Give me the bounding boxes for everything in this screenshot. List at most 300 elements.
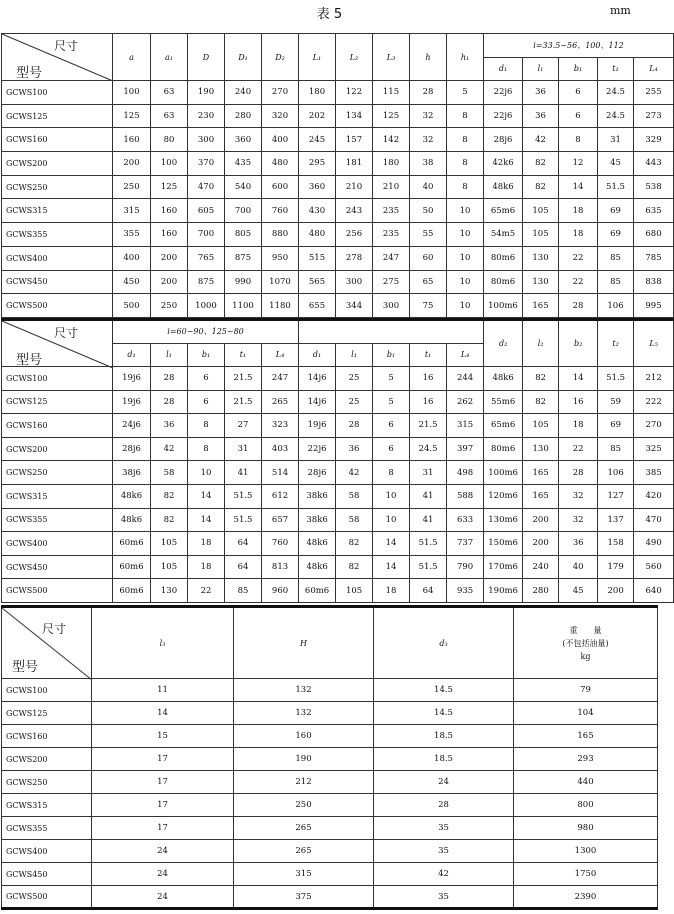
value-cell: 680 xyxy=(634,223,674,247)
value-cell: 14j6 xyxy=(299,390,336,414)
value-cell: 180 xyxy=(299,81,336,105)
value-cell: 6 xyxy=(188,390,225,414)
model-cell: GCWS100 xyxy=(2,679,92,702)
value-cell: 765 xyxy=(188,246,225,270)
value-cell: 24.5 xyxy=(598,104,634,128)
value-cell: 875 xyxy=(225,246,262,270)
corner-model-label: 型号 xyxy=(16,66,43,81)
value-cell: 400 xyxy=(113,246,151,270)
value-cell: 64 xyxy=(410,579,447,603)
value-cell: 100m6 xyxy=(484,461,523,485)
value-cell: 24.5 xyxy=(598,81,634,105)
value-cell: 490 xyxy=(634,532,674,556)
value-cell: 106 xyxy=(598,294,634,318)
model-cell: GCWS400 xyxy=(2,532,113,556)
value-cell: 800 xyxy=(514,794,658,817)
value-cell: 104 xyxy=(514,702,658,725)
col-header: D₁ xyxy=(225,34,262,81)
corner-size-label: 尺寸 xyxy=(42,622,67,636)
value-cell: 63 xyxy=(151,104,188,128)
value-cell: 100 xyxy=(151,152,188,176)
value-cell: 28 xyxy=(151,367,188,391)
value-cell: 27 xyxy=(225,414,262,438)
value-cell: 600 xyxy=(262,175,299,199)
table-row xyxy=(2,863,658,886)
value-cell: 16 xyxy=(410,367,447,391)
value-cell: 14 xyxy=(188,508,225,532)
value-cell: 200 xyxy=(151,270,188,294)
value-cell: 17 xyxy=(92,748,234,771)
value-cell: 48k6 xyxy=(113,484,151,508)
model-cell: GCWS400 xyxy=(2,246,113,270)
value-cell: 82 xyxy=(151,484,188,508)
value-cell: 170m6 xyxy=(484,555,523,579)
value-cell: 158 xyxy=(598,532,634,556)
model-cell: GCWS355 xyxy=(2,223,113,247)
value-cell: 10 xyxy=(447,246,484,270)
value-cell: 179 xyxy=(598,555,634,579)
value-cell: 280 xyxy=(225,104,262,128)
sub-col-header: L₄ xyxy=(634,57,674,81)
col-header: d₃ xyxy=(374,607,514,679)
value-cell: 278 xyxy=(336,246,373,270)
value-cell: 85 xyxy=(225,579,262,603)
value-cell: 222 xyxy=(634,390,674,414)
model-cell: GCWS500 xyxy=(2,294,113,318)
value-cell: 28 xyxy=(374,794,514,817)
value-cell: 450 xyxy=(113,270,151,294)
value-cell: 210 xyxy=(336,175,373,199)
value-cell: 38k6 xyxy=(299,508,336,532)
value-cell: 85 xyxy=(598,437,634,461)
value-cell: 200 xyxy=(113,152,151,176)
sub-col-header: t₁ xyxy=(410,343,447,367)
value-cell: 105 xyxy=(523,199,559,223)
sub-col-header: l₁ xyxy=(151,343,188,367)
value-cell: 250 xyxy=(113,175,151,199)
value-cell: 157 xyxy=(336,128,373,152)
value-cell: 14.5 xyxy=(374,702,514,725)
value-cell: 14 xyxy=(92,702,234,725)
value-cell: 69 xyxy=(598,223,634,247)
value-cell: 80m6 xyxy=(484,246,523,270)
col-header: L₁ xyxy=(299,34,336,81)
value-cell: 18 xyxy=(559,414,598,438)
table-row xyxy=(2,199,674,223)
value-cell: 960 xyxy=(262,579,299,603)
value-cell: 300 xyxy=(336,270,373,294)
value-cell: 42 xyxy=(151,437,188,461)
weight-header xyxy=(514,607,658,679)
value-cell: 315 xyxy=(447,414,484,438)
corner-model-label: 型号 xyxy=(12,660,39,675)
value-cell: 514 xyxy=(262,461,299,485)
value-cell: 48k6 xyxy=(299,555,336,579)
value-cell: 16 xyxy=(559,390,598,414)
value-cell: 265 xyxy=(234,817,374,840)
value-cell: 38j6 xyxy=(113,461,151,485)
value-cell: 137 xyxy=(598,508,634,532)
value-cell: 935 xyxy=(447,579,484,603)
model-cell: GCWS100 xyxy=(2,81,113,105)
value-cell: 10 xyxy=(373,484,410,508)
value-cell: 14.5 xyxy=(374,679,514,702)
model-cell: GCWS200 xyxy=(2,152,113,176)
value-cell: 36 xyxy=(559,532,598,556)
weight-header-title: 重 量 xyxy=(569,625,602,635)
corner-header xyxy=(2,34,113,81)
model-cell: GCWS125 xyxy=(2,104,113,128)
value-cell: 6 xyxy=(373,437,410,461)
value-cell: 105 xyxy=(151,532,188,556)
value-cell: 25 xyxy=(336,390,373,414)
sub-col-header: t₁ xyxy=(225,343,262,367)
value-cell: 273 xyxy=(634,104,674,128)
value-cell: 17 xyxy=(92,771,234,794)
model-cell: GCWS500 xyxy=(2,886,92,909)
value-cell: 165 xyxy=(523,461,559,485)
value-cell: 875 xyxy=(188,270,225,294)
value-cell: 397 xyxy=(447,437,484,461)
value-cell: 480 xyxy=(299,223,336,247)
value-cell: 700 xyxy=(188,223,225,247)
sub-col-header: L₄ xyxy=(447,343,484,367)
table-row xyxy=(2,748,658,771)
value-cell: 14 xyxy=(559,175,598,199)
model-cell: GCWS250 xyxy=(2,175,113,199)
value-cell: 125 xyxy=(151,175,188,199)
value-cell: 32 xyxy=(559,508,598,532)
value-cell: 443 xyxy=(634,152,674,176)
value-cell: 8 xyxy=(188,437,225,461)
value-cell: 79 xyxy=(514,679,658,702)
value-cell: 35 xyxy=(374,886,514,909)
value-cell: 17 xyxy=(92,817,234,840)
value-cell: 19j6 xyxy=(299,414,336,438)
value-cell: 320 xyxy=(262,104,299,128)
value-cell: 58 xyxy=(151,461,188,485)
model-cell: GCWS450 xyxy=(2,555,113,579)
ratio-group-header: i=33.5~56、100、112 xyxy=(484,34,674,58)
value-cell: 22j6 xyxy=(484,104,523,128)
table-row xyxy=(2,461,674,485)
value-cell: 63 xyxy=(151,81,188,105)
value-cell: 560 xyxy=(634,555,674,579)
model-cell: GCWS100 xyxy=(2,367,113,391)
value-cell: 59 xyxy=(598,390,634,414)
sub-col-header: b₁ xyxy=(373,343,410,367)
value-cell: 60m6 xyxy=(299,579,336,603)
value-cell: 165 xyxy=(523,484,559,508)
value-cell: 31 xyxy=(225,437,262,461)
value-cell: 235 xyxy=(373,199,410,223)
col-header: a xyxy=(113,34,151,81)
value-cell: 375 xyxy=(234,886,374,909)
dimension-table-3 xyxy=(1,605,658,910)
value-cell: 28 xyxy=(151,390,188,414)
value-cell: 150m6 xyxy=(484,532,523,556)
model-cell: GCWS450 xyxy=(2,270,113,294)
model-cell: GCWS125 xyxy=(2,390,113,414)
col-header: L₃ xyxy=(373,34,410,81)
value-cell: 45 xyxy=(559,579,598,603)
value-cell: 805 xyxy=(225,223,262,247)
value-cell: 60m6 xyxy=(113,579,151,603)
table-row xyxy=(2,771,658,794)
value-cell: 32 xyxy=(559,484,598,508)
value-cell: 10 xyxy=(447,294,484,318)
value-cell: 420 xyxy=(634,484,674,508)
sub-col-header: d₁ xyxy=(299,343,336,367)
value-cell: 31 xyxy=(598,128,634,152)
value-cell: 105 xyxy=(523,223,559,247)
table-row xyxy=(2,702,658,725)
model-cell: GCWS400 xyxy=(2,840,92,863)
value-cell: 270 xyxy=(262,81,299,105)
value-cell: 75 xyxy=(410,294,447,318)
value-cell: 125 xyxy=(113,104,151,128)
value-cell: 265 xyxy=(262,390,299,414)
value-cell: 24.5 xyxy=(410,437,447,461)
col-header: L₂ xyxy=(336,34,373,81)
value-cell: 538 xyxy=(634,175,674,199)
value-cell: 165 xyxy=(523,294,559,318)
table-row xyxy=(2,725,658,748)
value-cell: 69 xyxy=(598,199,634,223)
value-cell: 244 xyxy=(447,367,484,391)
value-cell: 10 xyxy=(447,223,484,247)
value-cell: 40 xyxy=(559,555,598,579)
value-cell: 42 xyxy=(374,863,514,886)
value-cell: 64 xyxy=(225,555,262,579)
table-row xyxy=(2,794,658,817)
value-cell: 1000 xyxy=(188,294,225,318)
value-cell: 430 xyxy=(299,199,336,223)
value-cell: 80 xyxy=(151,128,188,152)
sub-col-header: b₁ xyxy=(188,343,225,367)
value-cell: 45 xyxy=(598,152,634,176)
value-cell: 588 xyxy=(447,484,484,508)
table-row xyxy=(2,886,658,909)
value-cell: 181 xyxy=(336,152,373,176)
value-cell: 160 xyxy=(151,199,188,223)
value-cell: 995 xyxy=(634,294,674,318)
value-cell: 31 xyxy=(410,461,447,485)
table-row xyxy=(2,294,674,318)
table-row xyxy=(2,532,674,556)
value-cell: 212 xyxy=(634,367,674,391)
value-cell: 65m6 xyxy=(484,199,523,223)
value-cell: 10 xyxy=(447,270,484,294)
model-cell: GCWS315 xyxy=(2,484,113,508)
value-cell: 18 xyxy=(373,579,410,603)
model-cell: GCWS200 xyxy=(2,437,113,461)
value-cell: 24 xyxy=(92,863,234,886)
table-title: 表 5 xyxy=(316,7,343,22)
sub-col-header: l₁ xyxy=(523,57,559,81)
value-cell: 21.5 xyxy=(225,390,262,414)
value-cell: 48k6 xyxy=(299,532,336,556)
value-cell: 24j6 xyxy=(113,414,151,438)
value-cell: 35 xyxy=(374,817,514,840)
value-cell: 243 xyxy=(336,199,373,223)
value-cell: 12 xyxy=(559,152,598,176)
value-cell: 300 xyxy=(373,294,410,318)
value-cell: 51.5 xyxy=(598,367,634,391)
model-cell: GCWS355 xyxy=(2,508,113,532)
value-cell: 240 xyxy=(225,81,262,105)
value-cell: 105 xyxy=(523,414,559,438)
model-cell: GCWS160 xyxy=(2,128,113,152)
value-cell: 130m6 xyxy=(484,508,523,532)
value-cell: 80m6 xyxy=(484,437,523,461)
value-cell: 28 xyxy=(410,81,447,105)
value-cell: 160 xyxy=(234,725,374,748)
value-cell: 200 xyxy=(598,579,634,603)
value-cell: 470 xyxy=(634,508,674,532)
value-cell: 130 xyxy=(523,437,559,461)
value-cell: 235 xyxy=(373,223,410,247)
value-cell: 605 xyxy=(188,199,225,223)
weight-header-unit: kg xyxy=(580,651,591,661)
value-cell: 18.5 xyxy=(374,748,514,771)
value-cell: 8 xyxy=(447,104,484,128)
value-cell: 24 xyxy=(92,840,234,863)
model-cell: GCWS250 xyxy=(2,461,113,485)
value-cell: 403 xyxy=(262,437,299,461)
table-row xyxy=(2,270,674,294)
col-header: l₃ xyxy=(92,607,234,679)
value-cell: 315 xyxy=(113,199,151,223)
value-cell: 106 xyxy=(598,461,634,485)
value-cell: 130 xyxy=(523,270,559,294)
value-cell: 700 xyxy=(225,199,262,223)
ratio-group-header: i=60~90、125~80 xyxy=(113,320,299,344)
value-cell: 38k6 xyxy=(299,484,336,508)
value-cell: 280 xyxy=(523,579,559,603)
value-cell: 325 xyxy=(634,437,674,461)
value-cell: 256 xyxy=(336,223,373,247)
value-cell: 1180 xyxy=(262,294,299,318)
value-cell: 293 xyxy=(514,748,658,771)
table-row xyxy=(2,508,674,532)
value-cell: 17 xyxy=(92,794,234,817)
model-cell: GCWS160 xyxy=(2,725,92,748)
value-cell: 82 xyxy=(336,532,373,556)
value-cell: 85 xyxy=(598,270,634,294)
value-cell: 127 xyxy=(598,484,634,508)
value-cell: 8 xyxy=(188,414,225,438)
value-cell: 245 xyxy=(299,128,336,152)
value-cell: 42 xyxy=(523,128,559,152)
col-header: t₂ xyxy=(598,320,634,367)
value-cell: 18 xyxy=(188,532,225,556)
value-cell: 41 xyxy=(225,461,262,485)
value-cell: 950 xyxy=(262,246,299,270)
empty-group-header xyxy=(299,320,484,344)
value-cell: 21.5 xyxy=(410,414,447,438)
value-cell: 565 xyxy=(299,270,336,294)
value-cell: 6 xyxy=(559,104,598,128)
value-cell: 360 xyxy=(225,128,262,152)
value-cell: 635 xyxy=(634,199,674,223)
value-cell: 14j6 xyxy=(299,367,336,391)
value-cell: 737 xyxy=(447,532,484,556)
table-row xyxy=(2,437,674,461)
weight-header-note: (不包括油量) xyxy=(562,638,609,648)
value-cell: 355 xyxy=(113,223,151,247)
col-header: H xyxy=(234,607,374,679)
value-cell: 32 xyxy=(410,104,447,128)
value-cell: 28j6 xyxy=(113,437,151,461)
value-cell: 130 xyxy=(151,579,188,603)
value-cell: 69 xyxy=(598,414,634,438)
col-header: L₅ xyxy=(634,320,674,367)
value-cell: 25 xyxy=(336,367,373,391)
value-cell: 142 xyxy=(373,128,410,152)
value-cell: 6 xyxy=(373,414,410,438)
value-cell: 360 xyxy=(299,175,336,199)
value-cell: 85 xyxy=(598,246,634,270)
value-cell: 295 xyxy=(299,152,336,176)
value-cell: 1300 xyxy=(514,840,658,863)
col-header: d₂ xyxy=(484,320,523,367)
value-cell: 51.5 xyxy=(225,508,262,532)
value-cell: 785 xyxy=(634,246,674,270)
value-cell: 82 xyxy=(336,555,373,579)
value-cell: 657 xyxy=(262,508,299,532)
value-cell: 38 xyxy=(410,152,447,176)
model-cell: GCWS160 xyxy=(2,414,113,438)
value-cell: 265 xyxy=(234,840,374,863)
col-header: h xyxy=(410,34,447,81)
sub-col-header: d₁ xyxy=(113,343,151,367)
value-cell: 10 xyxy=(373,508,410,532)
value-cell: 28 xyxy=(559,294,598,318)
value-cell: 41 xyxy=(410,484,447,508)
table-row xyxy=(2,817,658,840)
value-cell: 14 xyxy=(188,484,225,508)
table-row xyxy=(2,175,674,199)
value-cell: 440 xyxy=(514,771,658,794)
table-row xyxy=(2,555,674,579)
value-cell: 880 xyxy=(262,223,299,247)
value-cell: 838 xyxy=(634,270,674,294)
value-cell: 210 xyxy=(373,175,410,199)
value-cell: 51.5 xyxy=(410,555,447,579)
value-cell: 190 xyxy=(188,81,225,105)
value-cell: 41 xyxy=(410,508,447,532)
value-cell: 200 xyxy=(523,532,559,556)
col-header: b₂ xyxy=(559,320,598,367)
value-cell: 48k6 xyxy=(484,175,523,199)
table-row xyxy=(2,679,658,702)
value-cell: 5 xyxy=(373,390,410,414)
value-cell: 48k6 xyxy=(484,367,523,391)
sub-col-header: L₄ xyxy=(262,343,299,367)
value-cell: 612 xyxy=(262,484,299,508)
value-cell: 36 xyxy=(336,437,373,461)
table-row xyxy=(2,414,674,438)
value-cell: 100m6 xyxy=(484,294,523,318)
value-cell: 262 xyxy=(447,390,484,414)
value-cell: 64 xyxy=(225,532,262,556)
value-cell: 515 xyxy=(299,246,336,270)
value-cell: 36 xyxy=(523,104,559,128)
table-row xyxy=(2,104,674,128)
value-cell: 51.5 xyxy=(598,175,634,199)
value-cell: 60m6 xyxy=(113,532,151,556)
